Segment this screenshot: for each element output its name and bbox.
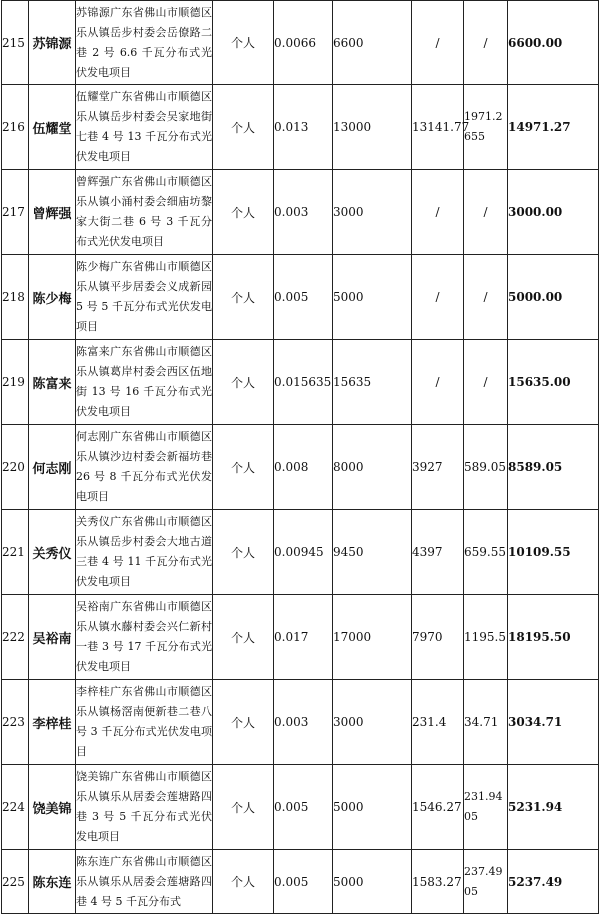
capacity-kw: 9450 <box>333 510 412 595</box>
subsidy-b: 659.55 <box>464 510 508 595</box>
table-row <box>2 765 599 850</box>
subsidy-a: 1546.27 <box>412 765 464 850</box>
row-index: 219 <box>2 340 29 425</box>
subsidy-table <box>1 0 599 914</box>
project-description: 何志刚广东省佛山市顺德区乐从镇沙边村委会新福坊巷 26 号 8 千瓦分布式光伏发电项目 <box>76 425 213 510</box>
applicant-type: 个人 <box>213 850 274 914</box>
row-index: 217 <box>2 170 29 255</box>
applicant-type: 个人 <box>213 510 274 595</box>
project-description: 曾辉强广东省佛山市顺德区乐从镇小涌村委会细庙坊黎家大街二巷 6 号 3 千瓦分布式光伏发电项目 <box>76 170 213 255</box>
capacity-kw: 5000 <box>333 255 412 340</box>
applicant-name: 李梓桂 <box>29 680 76 765</box>
capacity-mw: 0.008 <box>274 425 333 510</box>
table-row <box>2 255 599 340</box>
row-index: 215 <box>2 1 29 85</box>
subsidy-a: / <box>412 1 464 85</box>
capacity-mw: 0.005 <box>274 765 333 850</box>
table-row <box>2 850 599 914</box>
project-description: 关秀仪广东省佛山市顺德区乐从镇岳步村委会大地古道三巷 4 号 11 千瓦分布式光伏发电项目 <box>76 510 213 595</box>
capacity-mw: 0.005 <box>274 255 333 340</box>
subsidy-a: / <box>412 170 464 255</box>
subsidy-a: / <box>412 255 464 340</box>
capacity-mw: 0.005 <box>274 850 333 914</box>
capacity-kw: 8000 <box>333 425 412 510</box>
subsidy-b: / <box>464 255 508 340</box>
row-index: 216 <box>2 85 29 170</box>
project-description: 陈少梅广东省佛山市顺德区乐从镇平步居委会义成新园 5 号 5 千瓦分布式光伏发电项目 <box>76 255 213 340</box>
project-description: 陈富来广东省佛山市顺德区乐从镇葛岸村委会西区伍地街 13 号 16 千瓦分布式光伏发电项目 <box>76 340 213 425</box>
subsidy-b: 1971.2655 <box>464 85 508 170</box>
table-row <box>2 680 599 765</box>
row-index: 221 <box>2 510 29 595</box>
applicant-name: 陈富来 <box>29 340 76 425</box>
total-amount: 5000.00 <box>508 255 599 340</box>
applicant-name: 曾辉强 <box>29 170 76 255</box>
capacity-mw: 0.003 <box>274 680 333 765</box>
total-amount: 18195.50 <box>508 595 599 680</box>
applicant-name: 苏锦源 <box>29 1 76 85</box>
total-amount: 14971.27 <box>508 85 599 170</box>
subsidy-a: 7970 <box>412 595 464 680</box>
applicant-type: 个人 <box>213 595 274 680</box>
capacity-kw: 5000 <box>333 850 412 914</box>
total-amount: 3034.71 <box>508 680 599 765</box>
row-index: 222 <box>2 595 29 680</box>
subsidy-b: 589.05 <box>464 425 508 510</box>
total-amount: 3000.00 <box>508 170 599 255</box>
total-amount: 15635.00 <box>508 340 599 425</box>
total-amount: 8589.05 <box>508 425 599 510</box>
applicant-type: 个人 <box>213 85 274 170</box>
capacity-mw: 0.0066 <box>274 1 333 85</box>
total-amount: 5231.94 <box>508 765 599 850</box>
subsidy-a: 4397 <box>412 510 464 595</box>
subsidy-b: / <box>464 170 508 255</box>
total-amount: 5237.49 <box>508 850 599 914</box>
applicant-name: 吴裕南 <box>29 595 76 680</box>
subsidy-a: 1583.27 <box>412 850 464 914</box>
applicant-type: 个人 <box>213 170 274 255</box>
row-index: 220 <box>2 425 29 510</box>
capacity-mw: 0.017 <box>274 595 333 680</box>
applicant-type: 个人 <box>213 680 274 765</box>
total-amount: 10109.55 <box>508 510 599 595</box>
project-description: 陈东连广东省佛山市顺德区乐从镇乐从居委会莲塘路四巷 4 号 5 千瓦分布式 <box>76 850 213 914</box>
capacity-kw: 3000 <box>333 680 412 765</box>
applicant-type: 个人 <box>213 340 274 425</box>
subsidy-a: 231.4 <box>412 680 464 765</box>
table-row <box>2 595 599 680</box>
row-index: 225 <box>2 850 29 914</box>
capacity-kw: 3000 <box>333 170 412 255</box>
capacity-mw: 0.015635 <box>274 340 333 425</box>
total-amount: 6600.00 <box>508 1 599 85</box>
applicant-name: 伍耀堂 <box>29 85 76 170</box>
project-description: 饶美锦广东省佛山市顺德区乐从镇乐从居委会莲塘路四巷 3 号 5 千瓦分布式光伏发电项目 <box>76 765 213 850</box>
subsidy-b: / <box>464 1 508 85</box>
subsidy-b: 237.4905 <box>464 850 508 914</box>
project-description: 李梓桂广东省佛山市顺德区乐从镇杨滘南便新巷二巷八号 3 千瓦分布式光伏发电项目 <box>76 680 213 765</box>
table-row <box>2 85 599 170</box>
capacity-mw: 0.00945 <box>274 510 333 595</box>
table-row <box>2 425 599 510</box>
capacity-kw: 5000 <box>333 765 412 850</box>
capacity-kw: 17000 <box>333 595 412 680</box>
applicant-name: 饶美锦 <box>29 765 76 850</box>
capacity-mw: 0.013 <box>274 85 333 170</box>
subsidy-b: 34.71 <box>464 680 508 765</box>
subsidy-a: / <box>412 340 464 425</box>
subsidy-a: 3927 <box>412 425 464 510</box>
project-description: 伍耀堂广东省佛山市顺德区乐从镇岳步村委会吴家地街七巷 4 号 13 千瓦分布式光伏发电项目 <box>76 85 213 170</box>
subsidy-b: / <box>464 340 508 425</box>
applicant-type: 个人 <box>213 765 274 850</box>
row-index: 218 <box>2 255 29 340</box>
capacity-kw: 13000 <box>333 85 412 170</box>
project-description: 吴裕南广东省佛山市顺德区乐从镇水藤村委会兴仁新村一巷 3 号 17 千瓦分布式光伏发电项目 <box>76 595 213 680</box>
applicant-name: 何志刚 <box>29 425 76 510</box>
row-index: 224 <box>2 765 29 850</box>
capacity-kw: 6600 <box>333 1 412 85</box>
applicant-type: 个人 <box>213 255 274 340</box>
subsidy-b: 231.9405 <box>464 765 508 850</box>
table-row <box>2 1 599 85</box>
table-row <box>2 510 599 595</box>
applicant-name: 陈东连 <box>29 850 76 914</box>
applicant-name: 关秀仪 <box>29 510 76 595</box>
subsidy-a: 13141.77 <box>412 85 464 170</box>
applicant-type: 个人 <box>213 1 274 85</box>
table-row <box>2 170 599 255</box>
applicant-type: 个人 <box>213 425 274 510</box>
applicant-name: 陈少梅 <box>29 255 76 340</box>
capacity-kw: 15635 <box>333 340 412 425</box>
capacity-mw: 0.003 <box>274 170 333 255</box>
subsidy-b: 1195.5 <box>464 595 508 680</box>
row-index: 223 <box>2 680 29 765</box>
project-description: 苏锦源广东省佛山市顺德区乐从镇岳步村委会岳僚路二巷 2 号 6.6 千瓦分布式光伏发电项目 <box>76 1 213 85</box>
table-row <box>2 340 599 425</box>
